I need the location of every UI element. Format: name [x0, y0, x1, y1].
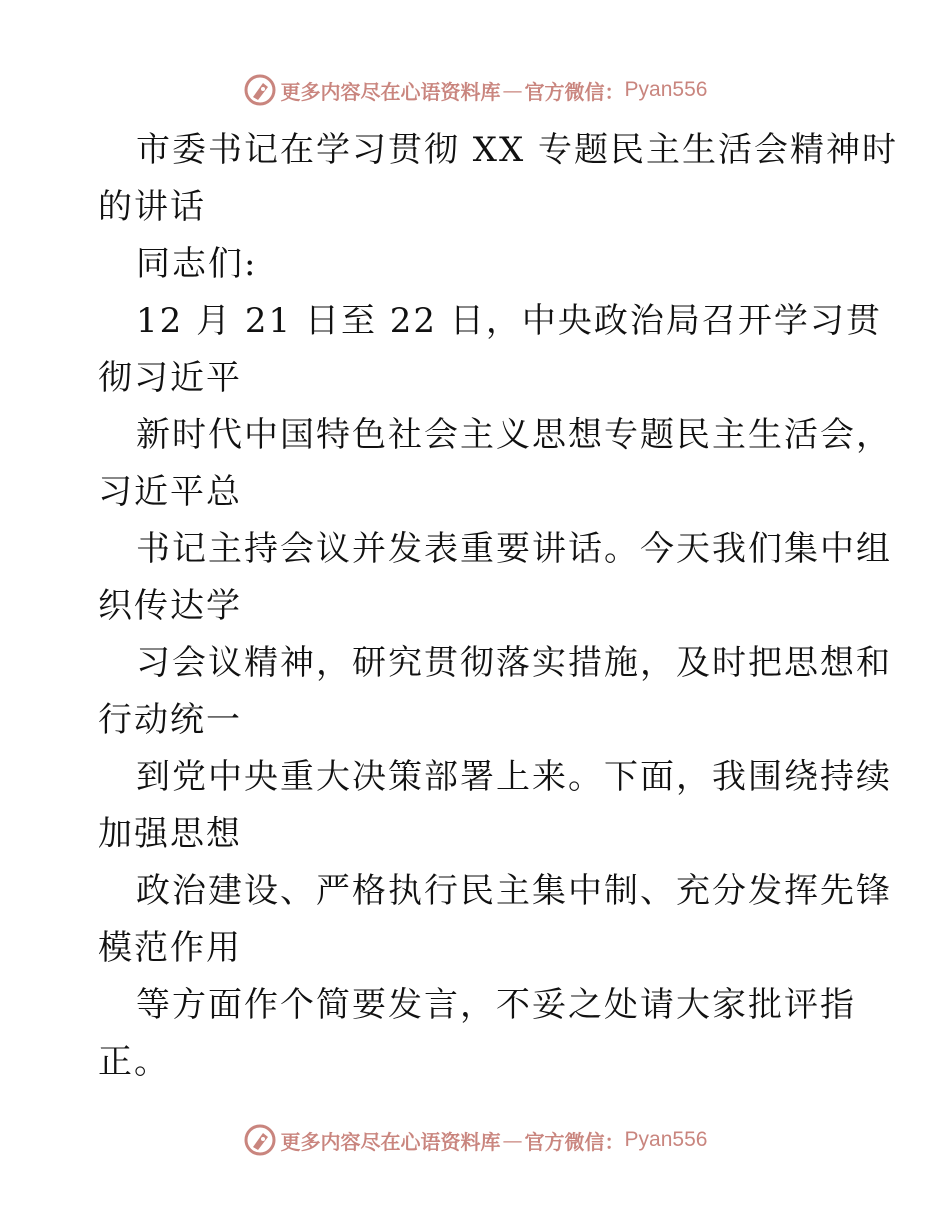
watermark-wechat-id: Pyan556: [624, 1128, 708, 1151]
body-line: 习近平总: [98, 472, 242, 512]
body-line: 彻习近平: [98, 358, 242, 398]
body-line: 书记主持会议并发表重要讲话。今天我们集中组: [136, 529, 892, 569]
body-line: 等方面作个简要发言，不妥之处请大家批评指: [136, 985, 856, 1025]
body-line: 行动统一: [98, 700, 242, 740]
watermark-dash: —: [502, 1128, 523, 1152]
body-line: 新时代中国特色社会主义思想专题民主生活会，: [136, 415, 892, 455]
body-line: 织传达学: [98, 586, 242, 626]
title-line-1: 市委书记在学习贯彻 XX 专题民主生活会精神时: [136, 130, 899, 170]
watermark-footer: [0, 1120, 950, 1160]
pen-nib-circle-icon: [243, 1123, 277, 1157]
watermark-dash: —: [502, 78, 523, 102]
body-line: 正。: [98, 1042, 170, 1082]
watermark-wechat-id: Pyan556: [624, 78, 708, 101]
body-line: 模范作用: [98, 928, 242, 968]
watermark-site-text: 更多内容尽在心语资料库: [280, 1129, 501, 1154]
pen-nib-circle-icon: [243, 73, 277, 107]
watermark-site-text: 更多内容尽在心语资料库: [280, 79, 501, 104]
body-line: 加强思想: [98, 814, 242, 854]
title-line-2: 的讲话: [98, 187, 206, 227]
document-body: [98, 122, 899, 1091]
body-line: 习会议精神，研究贯彻落实措施，及时把思想和: [136, 643, 892, 683]
body-line: 到党中央重大决策部署上来。下面，我围绕持续: [136, 757, 892, 797]
salutation: 同志们:: [136, 244, 258, 284]
watermark-wechat-label: 官方微信：: [524, 79, 625, 104]
watermark-wechat-label: 官方微信：: [524, 1129, 625, 1154]
body-line: 政治建设、严格执行民主集中制、充分发挥先锋: [136, 871, 892, 911]
body-line: 12 月 21 日至 22 日，中央政治局召开学习贯: [136, 301, 882, 341]
watermark-header: [0, 70, 950, 110]
